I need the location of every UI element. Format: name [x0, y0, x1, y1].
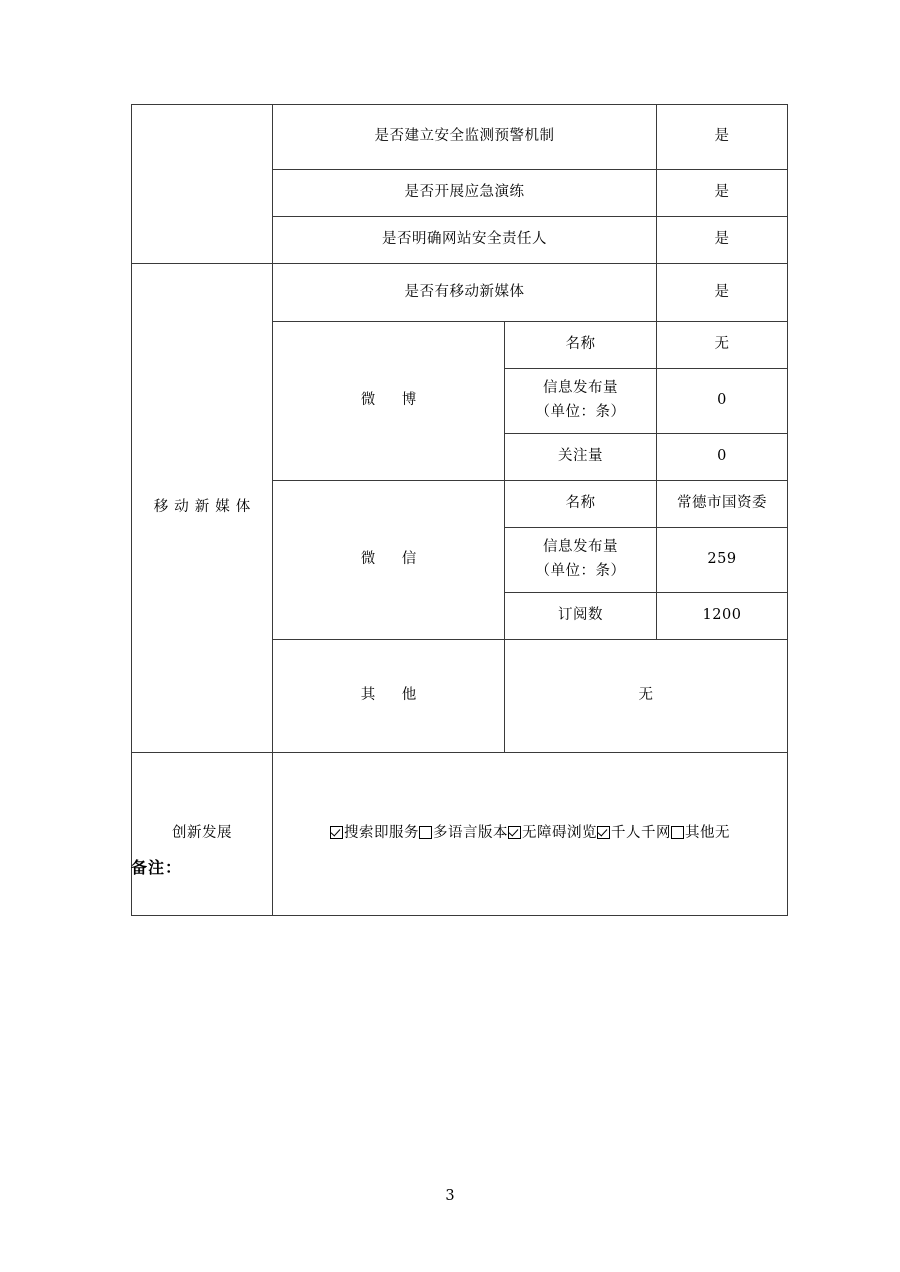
innovation-options-cell — [273, 753, 788, 916]
checkbox-personalized-web[interactable] — [597, 826, 610, 839]
row-value-security-warning: 是 — [657, 105, 788, 170]
subsection-value-other: 无 — [505, 640, 788, 753]
checkbox-search-as-service[interactable] — [330, 826, 343, 839]
weibo-value-name: 无 — [657, 322, 788, 369]
weibo-value-followers: 0 — [657, 434, 788, 481]
row-label-security-officer: 是否明确网站安全责任人 — [273, 217, 657, 264]
row-value-emergency-drill: 是 — [657, 170, 788, 217]
weixin-key-publish-count-line2: （单位：条） — [535, 563, 626, 579]
weixin-key-subscribers: 订阅数 — [505, 593, 657, 640]
checkbox-multilingual[interactable] — [419, 826, 432, 839]
option-label-personalized-web: 千人千网 — [611, 825, 671, 842]
weibo-key-publish-count — [505, 369, 657, 434]
weibo-key-publish-count-line1: 信息发布量 — [543, 380, 618, 397]
weixin-value-name: 常德市国资委 — [657, 481, 788, 528]
checkbox-accessibility[interactable] — [508, 826, 521, 839]
checkbox-other[interactable] — [671, 826, 684, 839]
weixin-key-publish-count — [505, 528, 657, 593]
weibo-value-publish-count: 0 — [657, 369, 788, 434]
weixin-value-subscribers: 1200 — [657, 593, 788, 640]
section-label-innovation: 创新发展 — [132, 753, 273, 916]
weibo-key-publish-count-line2: （单位：条） — [535, 404, 626, 420]
weixin-key-name: 名称 — [505, 481, 657, 528]
section-label-mobile-media: 移动新媒体 — [132, 264, 273, 753]
row-label-security-warning: 是否建立安全监测预警机制 — [273, 105, 657, 170]
table-row — [132, 264, 788, 322]
option-label-multilingual: 多语言版本 — [433, 825, 508, 842]
weixin-key-publish-count-line1: 信息发布量 — [543, 539, 618, 556]
subsection-label-other: 其 他 — [273, 640, 505, 753]
weibo-key-followers: 关注量 — [505, 434, 657, 481]
option-label-accessibility: 无障碍浏览 — [522, 825, 597, 842]
row-label-emergency-drill: 是否开展应急演练 — [273, 170, 657, 217]
website-report-table — [131, 104, 788, 916]
table-row — [132, 105, 788, 170]
innovation-other-text: 无 — [715, 825, 730, 842]
security-section-cell — [132, 105, 273, 264]
weibo-key-name: 名称 — [505, 322, 657, 369]
subsection-label-weixin: 微 信 — [273, 481, 505, 640]
note-label: 备注： — [131, 858, 183, 877]
page-number: 3 — [445, 1188, 455, 1204]
row-value-security-officer: 是 — [657, 217, 788, 264]
row-value-has-media: 是 — [657, 264, 788, 322]
table-row — [132, 753, 788, 916]
option-label-search-as-service: 搜索即服务 — [344, 825, 419, 842]
innovation-options-list — [277, 822, 783, 846]
row-label-has-media: 是否有移动新媒体 — [273, 264, 657, 322]
option-label-other: 其他 — [685, 825, 715, 842]
weixin-value-publish-count: 259 — [657, 528, 788, 593]
subsection-label-weibo: 微 博 — [273, 322, 505, 481]
